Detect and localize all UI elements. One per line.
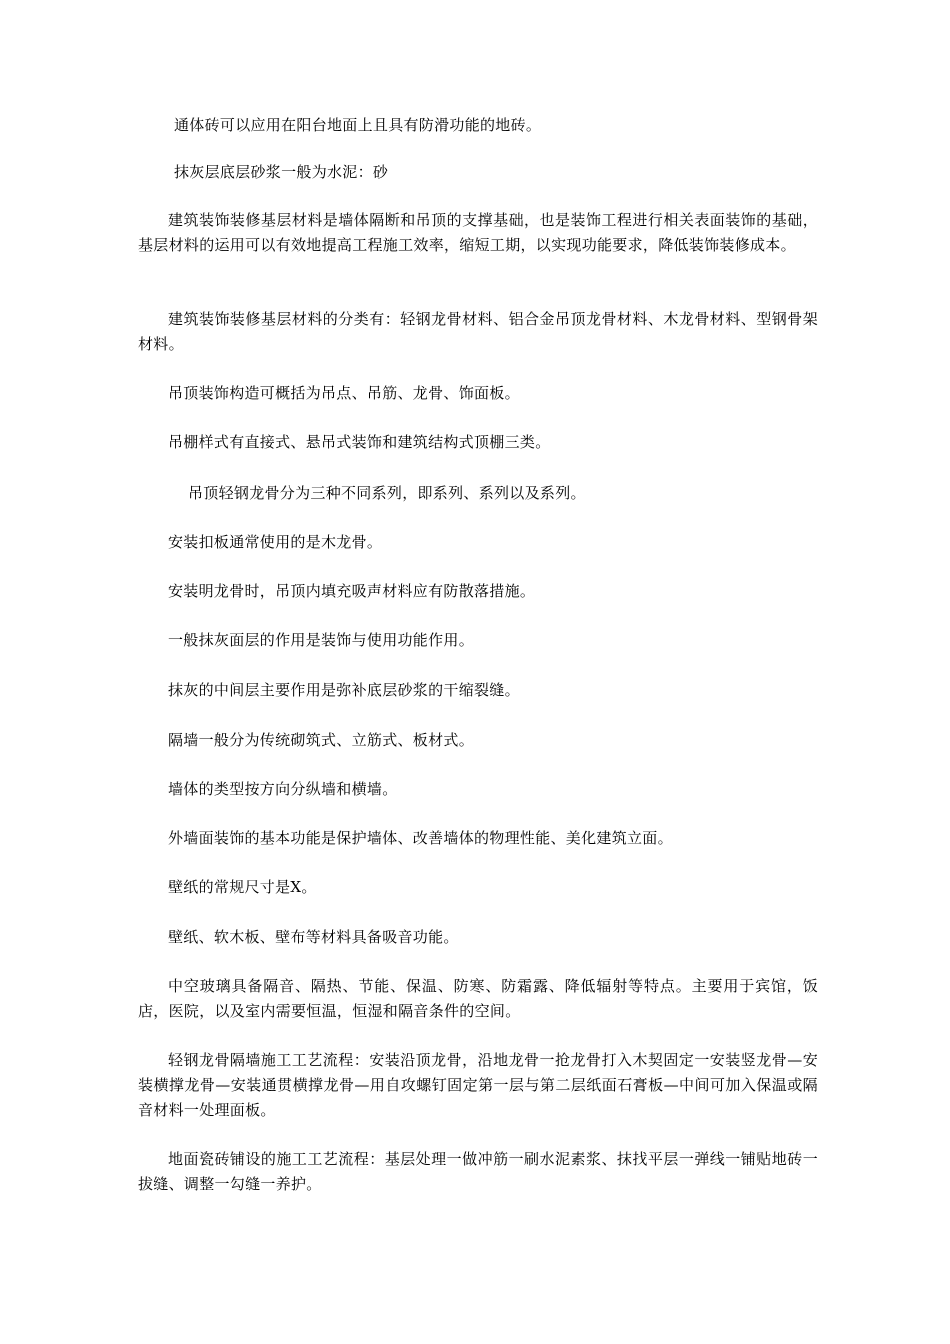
paragraph-sound-absorb: 壁纸、软木板、壁布等材料具备吸音功能。 [168, 928, 459, 946]
paragraph-base-materials-types: 建筑装饰装修基层材料的分类有：轻钢龙骨材料、铝合金吊顶龙骨材料、木龙骨材料、型钢骨架材料。 [138, 310, 818, 353]
paragraph-buckle-panel: 安装扣板通常使用的是木龙骨。 [168, 533, 383, 551]
paragraph-ceiling-structure: 吊顶装饰构造可概括为吊点、吊筋、龙骨、饰面板。 [168, 384, 520, 402]
paragraph-partition-types: 隔墙一般分为传统砌筑式、立筋式、板材式。 [168, 731, 475, 749]
paragraph-tile-antislip: 通体砖可以应用在阳台地面上且具有防滑功能的地砖。 [174, 116, 542, 134]
paragraph-exterior-wall: 外墙面装饰的基本功能是保护墙体、改善墙体的物理性能、美化建筑立面。 [168, 829, 673, 847]
paragraph-plaster-base-mortar: 抹灰层底层砂浆一般为水泥：砂 [174, 163, 389, 181]
paragraph-insulated-glass: 中空玻璃具备隔音、隔热、节能、保温、防寒、防霜露、降低辐射等特点。主要用于宾馆，饭店，医院，以及室内需要恒温，恒湿和隔音条件的空间。 [138, 977, 818, 1020]
paragraph-ceiling-styles: 吊棚样式有直接式、悬吊式装饰和建筑结构式顶棚三类。 [168, 433, 551, 451]
paragraph-keel-series: 吊顶轻钢龙骨分为三种不同系列，即系列、系列以及系列。 [188, 484, 586, 502]
paragraph-wall-direction: 墙体的类型按方向分纵墙和横墙。 [168, 780, 398, 798]
paragraph-tile-process: 地面瓷砖铺设的施工工艺流程：基层处理一做冲筋一刷水泥素浆、抹找平层一弹线一铺贴地砖一拔缝、调整一勾缝一养护。 [138, 1150, 818, 1193]
paragraph-exposed-keel: 安装明龙骨时，吊顶内填充吸声材料应有防散落措施。 [168, 582, 536, 600]
paragraph-plaster-middle: 抹灰的中间层主要作用是弥补底层砂浆的干缩裂缝。 [168, 681, 520, 699]
paragraph-base-materials-intro: 建筑装饰装修基层材料是墙体隔断和吊顶的支撑基础，也是装饰工程进行相关表面装饰的基础，基层材料的运用可以有效地提高工程施工效率，缩短工期，以实现功能要求，降低装饰装修成本。 [138, 211, 818, 254]
paragraph-wallpaper-size: 壁纸的常规尺寸是X。 [168, 878, 317, 896]
paragraph-partition-process: 轻钢龙骨隔墙施工工艺流程：安装沿顶龙骨，沿地龙骨一抢龙骨打入木契固定一安装竖龙骨—安装横撑龙骨—安装通贯横撑龙骨—用自攻螺钉固定第一层与第二层纸面石膏板—中间可加入保温或隔音材料一处理面板。 [138, 1051, 818, 1119]
paragraph-plaster-surface: 一般抹灰面层的作用是装饰与使用功能作用。 [168, 631, 475, 649]
